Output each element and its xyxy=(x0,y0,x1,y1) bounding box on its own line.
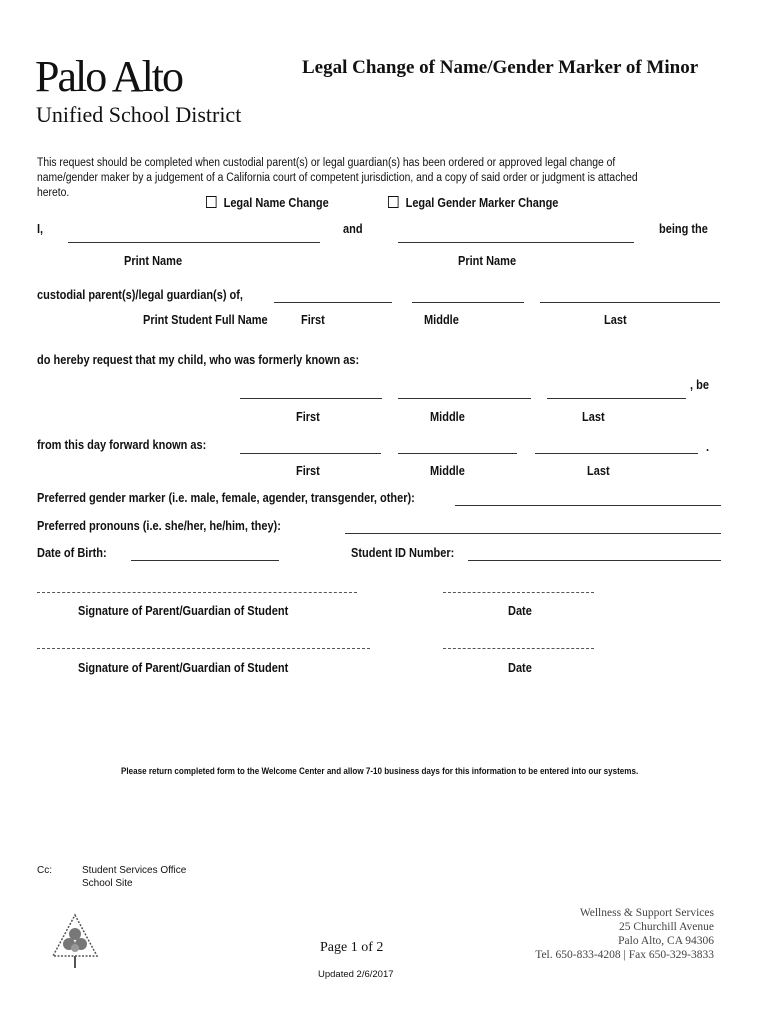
legal-gender-change-option[interactable] xyxy=(388,196,558,210)
former-first-name-field[interactable] xyxy=(240,398,382,399)
legal-gender-change-label: Legal Gender Marker Change xyxy=(405,196,559,210)
former-middle-name-field[interactable] xyxy=(398,398,531,399)
gender-marker-field[interactable] xyxy=(455,505,721,506)
intro-paragraph: This request should be completed when custodial parent(s) or legal guardian(s) has been ordered or approved legal change of name/gender maker by a judgement of a California court of competent jurisdiction, and a copy of said order or judgment is attached hereto. xyxy=(37,157,638,199)
new-middle-name-field[interactable] xyxy=(398,453,517,454)
be-label: , be xyxy=(690,378,709,392)
new-first-caption: First xyxy=(296,464,320,478)
first-caption: First xyxy=(301,313,325,327)
date-1-caption: Date xyxy=(508,604,532,618)
new-middle-caption: Middle xyxy=(430,464,465,478)
address-street: 25 Churchill Avenue xyxy=(619,921,714,933)
signature-2-caption: Signature of Parent/Guardian of Student xyxy=(78,661,289,675)
former-last-name-field[interactable] xyxy=(547,398,686,399)
date-2-caption: Date xyxy=(508,661,532,675)
student-first-name-field[interactable] xyxy=(274,302,392,303)
date-2-line[interactable] xyxy=(443,648,594,649)
i-label: I, xyxy=(37,222,44,236)
legal-name-change-label: Legal Name Change xyxy=(223,196,329,210)
legal-name-change-option[interactable] xyxy=(206,196,329,210)
signature-1-line[interactable] xyxy=(37,592,357,593)
address-city: Palo Alto, CA 94306 xyxy=(618,935,714,947)
pronouns-field[interactable] xyxy=(345,533,721,534)
address-dept: Wellness & Support Services xyxy=(579,907,714,919)
period-mark: . xyxy=(706,440,710,454)
cc-item-school-site: School Site xyxy=(82,878,133,889)
new-first-name-field[interactable] xyxy=(240,453,381,454)
cc-label: Cc: xyxy=(37,865,52,876)
signature-1-caption: Signature of Parent/Guardian of Student xyxy=(78,604,289,618)
return-instructions: Please return completed form to the Welcome Center and allow 7-10 business days for this information to be entered into our systems. xyxy=(121,766,639,777)
form-title: Legal Change of Name/Gender Marker of Minor xyxy=(302,57,699,78)
custodial-label: custodial parent(s)/legal guardian(s) of, xyxy=(37,288,243,302)
former-last-caption: Last xyxy=(582,410,605,424)
legal-name-change-checkbox[interactable] xyxy=(206,196,217,208)
new-last-caption: Last xyxy=(587,464,610,478)
pronouns-label: Preferred pronouns (i.e. she/her, he/him, they): xyxy=(37,519,281,533)
dob-label: Date of Birth: xyxy=(37,546,107,560)
page-number: Page 1 of 2 xyxy=(320,940,384,955)
middle-caption: Middle xyxy=(424,313,459,327)
print-name-caption-1: Print Name xyxy=(124,254,183,268)
gender-marker-label: Preferred gender marker (i.e. male, female, agender, transgender, other): xyxy=(37,491,415,505)
parent-2-name-field[interactable] xyxy=(398,242,634,243)
student-full-name-caption: Print Student Full Name xyxy=(143,313,268,327)
address-block xyxy=(535,906,714,962)
new-name-label: from this day forward known as: xyxy=(37,438,207,452)
last-caption: Last xyxy=(604,313,627,327)
print-name-caption-2: Print Name xyxy=(458,254,517,268)
being-the-label: being the xyxy=(659,222,708,236)
cc-item-student-services: Student Services Office xyxy=(82,865,187,876)
student-id-field[interactable] xyxy=(468,560,721,561)
former-middle-caption: Middle xyxy=(430,410,465,424)
district-logo-subtitle: Unified School District xyxy=(36,102,242,127)
district-logo-wordmark: Palo Alto xyxy=(35,52,183,101)
legal-gender-change-checkbox[interactable] xyxy=(388,196,399,208)
former-first-caption: First xyxy=(296,410,320,424)
new-last-name-field[interactable] xyxy=(535,453,698,454)
parent-1-name-field[interactable] xyxy=(68,242,320,243)
student-last-name-field[interactable] xyxy=(540,302,720,303)
student-id-label: Student ID Number: xyxy=(351,546,455,560)
signature-2-line[interactable] xyxy=(37,648,370,649)
dob-field[interactable] xyxy=(131,560,279,561)
tree-logo-icon xyxy=(50,912,100,970)
date-1-line[interactable] xyxy=(443,592,594,593)
address-phone: Tel. 650-833-4208 | Fax 650-329-3833 xyxy=(535,949,714,961)
student-middle-name-field[interactable] xyxy=(412,302,524,303)
formerly-known-label: do hereby request that my child, who was formerly known as: xyxy=(37,353,360,367)
updated-date: Updated 2/6/2017 xyxy=(318,969,394,980)
and-label: and xyxy=(343,222,363,236)
